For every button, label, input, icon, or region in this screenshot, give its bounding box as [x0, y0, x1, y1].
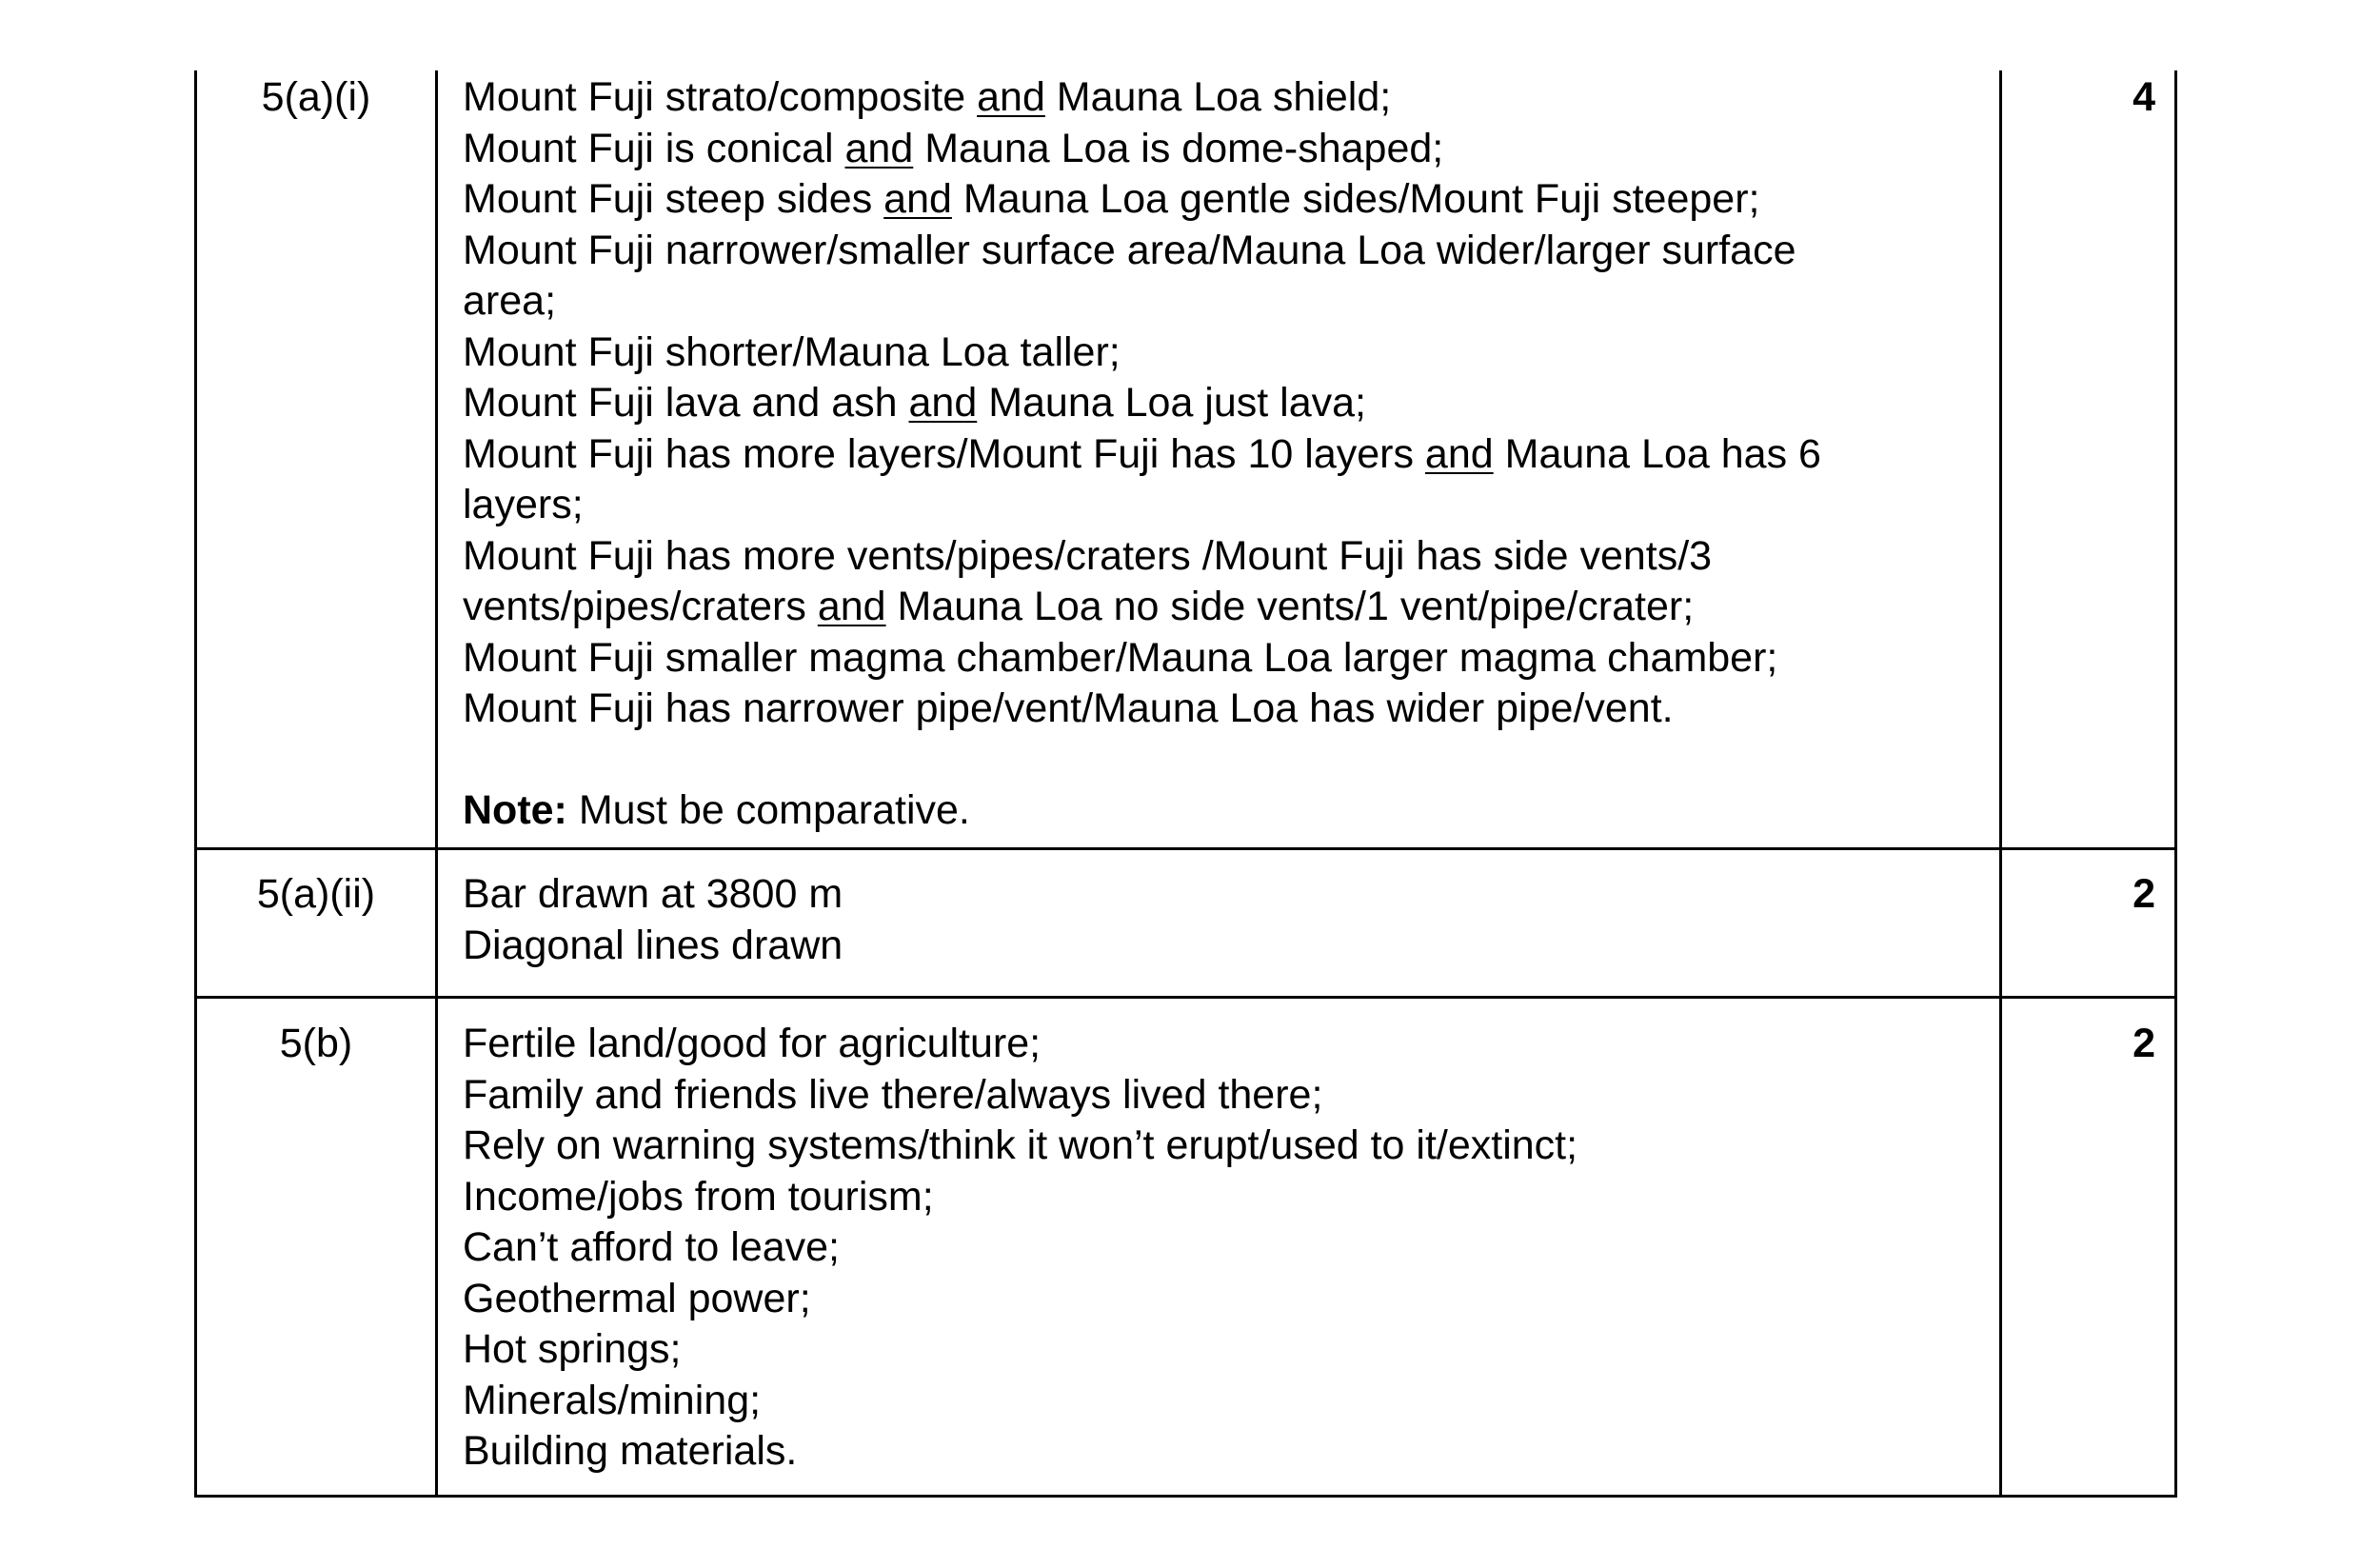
- answer-line: Mount Fuji shorter/Mauna Loa taller;: [463, 328, 1121, 375]
- answer-line: layers;: [463, 482, 584, 527]
- answer-line: Fertile land/good for agriculture;: [463, 1021, 1042, 1066]
- marks-value: 2: [2133, 1021, 2155, 1066]
- answer-line: Mount Fuji lava and ash and Mauna Loa just lava;: [463, 380, 1367, 426]
- underlined-keyword: and: [844, 125, 914, 171]
- question-number-cell: [196, 849, 437, 998]
- answer-line: Rely on warning systems/think it won’t erupt/used to it/extinct;: [463, 1122, 1578, 1168]
- marks-cell: [2001, 998, 2176, 1497]
- answer-line: Family and friends live there/always lived there;: [463, 1071, 1323, 1118]
- marks-value: 4: [2133, 74, 2155, 120]
- answer-line: Geothermal power;: [463, 1275, 811, 1321]
- question-number-cell: [196, 998, 437, 1497]
- question-number: 5(a)(ii): [256, 871, 376, 917]
- answer-line: vents/pipes/craters and Mauna Loa no side vents/1 vent/pipe/crater;: [463, 584, 1695, 629]
- answer-line: Mount Fuji narrower/smaller surface area/Mauna Loa wider/larger surface: [463, 227, 1796, 273]
- answer-line: Mount Fuji has more vents/pipes/craters /Mount Fuji has side vents/3: [463, 532, 1713, 579]
- note-label: Note:: [463, 786, 567, 833]
- underlined-keyword: and: [977, 74, 1045, 120]
- answer-lines: [463, 850, 1980, 971]
- note-text: Must be comparative.: [566, 786, 970, 833]
- table-row: [196, 849, 2176, 998]
- note: [463, 785, 1980, 837]
- question-number: 5(a)(i): [261, 74, 371, 120]
- answer-line: Mount Fuji is conical and Mauna Loa is dome-shaped;: [463, 125, 1444, 171]
- answer-line: Income/jobs from tourism;: [463, 1173, 934, 1220]
- answer-lines: [463, 70, 1980, 735]
- answer-line: Building materials.: [463, 1428, 798, 1474]
- mark-scheme-table: [194, 70, 2177, 1498]
- underlined-keyword: and: [1424, 430, 1494, 477]
- answer-lines: [463, 999, 1980, 1478]
- answer-line: Mount Fuji steep sides and Mauna Loa gentle sides/Mount Fuji steeper;: [463, 176, 1760, 222]
- marks-cell: [2001, 70, 2176, 849]
- answer-cell: [437, 998, 2001, 1497]
- answer-cell: [437, 70, 2001, 849]
- answer-cell: [437, 849, 2001, 998]
- marks-cell: [2001, 849, 2176, 998]
- answer-line: Mount Fuji has more layers/Mount Fuji has 10 layers and Mauna Loa has 6: [463, 430, 1821, 477]
- underlined-keyword: and: [908, 380, 978, 426]
- answer-line: Bar drawn at 3800 m: [463, 871, 843, 917]
- answer-line: Hot springs;: [463, 1326, 682, 1372]
- table-row: [196, 70, 2176, 849]
- table-row: [196, 998, 2176, 1497]
- answer-line: Diagonal lines drawn: [463, 922, 843, 968]
- underlined-keyword: and: [817, 584, 886, 629]
- answer-line: Mount Fuji has narrower pipe/vent/Mauna Loa has wider pipe/vent.: [463, 685, 1674, 731]
- underlined-keyword: and: [883, 176, 952, 222]
- answer-line: Minerals/mining;: [463, 1377, 762, 1423]
- answer-line: Mount Fuji smaller magma chamber/Mauna Loa larger magma chamber;: [463, 634, 1778, 681]
- question-number-cell: [196, 70, 437, 849]
- marks-value: 2: [2133, 871, 2155, 917]
- question-number: 5(b): [279, 1021, 353, 1066]
- answer-line: area;: [463, 278, 557, 324]
- answer-line: Mount Fuji strato/composite and Mauna Loa shield;: [463, 74, 1392, 120]
- answer-line: Can’t afford to leave;: [463, 1224, 841, 1270]
